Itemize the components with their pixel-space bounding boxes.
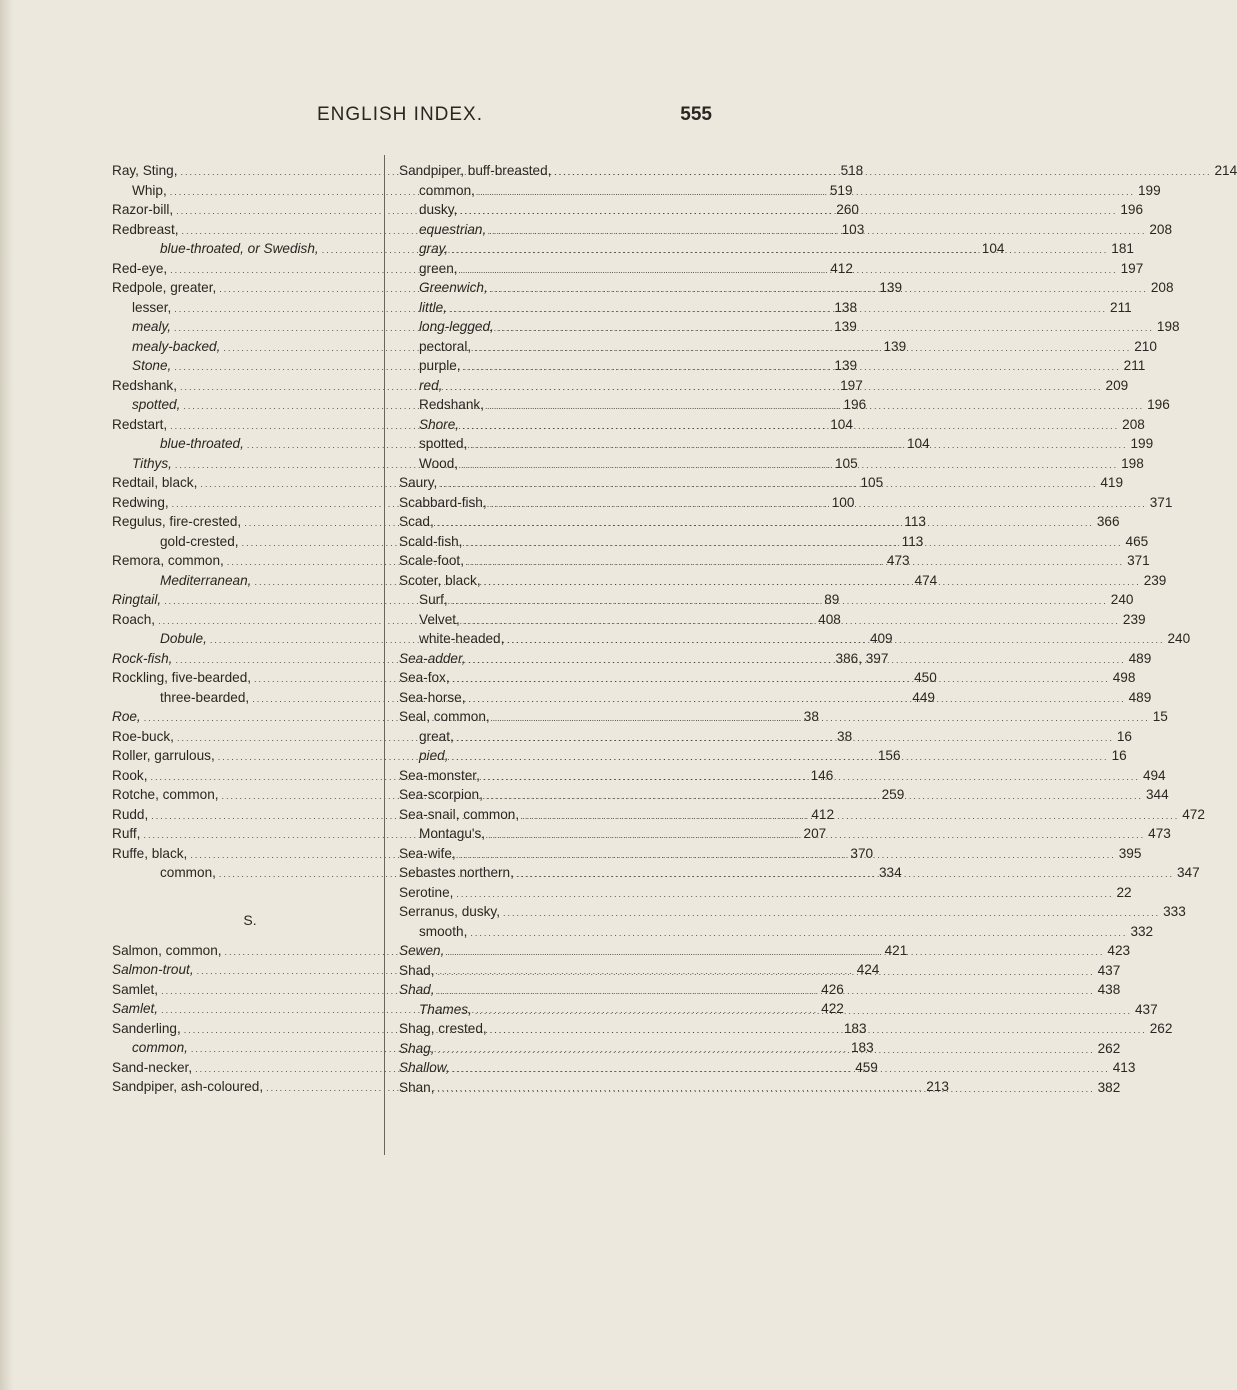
index-page-ref: 413 bbox=[1112, 1060, 1136, 1075]
index-term: Sea-scorpion, bbox=[399, 787, 483, 802]
index-term: Roe, bbox=[112, 709, 141, 724]
index-page-ref: 89 bbox=[824, 592, 840, 607]
dot-leader bbox=[451, 748, 1108, 768]
index-term: Rock-fish, bbox=[112, 650, 173, 666]
index-term: Razor-bill, bbox=[112, 202, 174, 217]
index-term: Sand-necker, bbox=[112, 1059, 193, 1075]
index-page-ref: 519 bbox=[829, 182, 853, 198]
index-term: Shan, bbox=[399, 1079, 435, 1095]
index-page-ref: 472 bbox=[1182, 806, 1205, 822]
index-term: Rook, bbox=[112, 767, 148, 783]
index-page-ref: 139 bbox=[834, 319, 857, 334]
index-term: Redshank, bbox=[419, 397, 484, 412]
index-page-ref: 489 bbox=[1128, 689, 1152, 705]
dot-leader bbox=[488, 826, 1145, 846]
index-term: Shag, crested, bbox=[399, 1021, 487, 1036]
index-page-ref: 146 bbox=[810, 767, 834, 783]
index-term: Redstart, bbox=[112, 416, 168, 432]
index-term: Rockling, five-bearded, bbox=[112, 670, 252, 685]
index-page-ref: 473 bbox=[886, 553, 910, 568]
dot-leader bbox=[438, 1080, 1095, 1100]
index-term: Redwing, bbox=[112, 494, 169, 510]
index-page-ref: 196 bbox=[1147, 397, 1170, 412]
index-term: Redpole, greater, bbox=[112, 280, 217, 295]
index-page-ref: 370 bbox=[850, 845, 874, 861]
index-entry bbox=[399, 883, 1132, 903]
index-page-ref: 332 bbox=[1130, 923, 1154, 939]
index-term: Roach, bbox=[112, 611, 156, 627]
index-page-ref: 104 bbox=[906, 436, 930, 451]
index-page-ref: 334 bbox=[878, 865, 902, 880]
index-page-ref: 211 bbox=[1123, 358, 1146, 373]
index-page-ref: 240 bbox=[1167, 631, 1191, 646]
index-term: Samlet, bbox=[112, 1001, 159, 1016]
index-term: Shag, bbox=[399, 1040, 435, 1056]
index-page-ref: 104 bbox=[981, 241, 1005, 256]
dot-leader bbox=[457, 729, 1114, 749]
index-term: little, bbox=[419, 299, 447, 315]
index-term: Surf, bbox=[419, 592, 448, 607]
index-page-ref: 139 bbox=[834, 358, 858, 373]
dot-leader bbox=[491, 280, 1148, 300]
index-page-ref: 183 bbox=[850, 1040, 874, 1055]
page-number: 555 bbox=[680, 104, 712, 125]
index-term: blue-throated, bbox=[160, 436, 244, 451]
index-term: Roller, garrulous, bbox=[112, 748, 215, 763]
index-page-ref: 409 bbox=[869, 631, 893, 646]
index-page-ref: 438 bbox=[1097, 982, 1121, 997]
index-page-ref: 213 bbox=[926, 1079, 949, 1094]
index-page-ref: 103 bbox=[841, 221, 865, 237]
index-term: spotted, bbox=[419, 436, 468, 451]
index-term: gold-crested, bbox=[160, 533, 239, 549]
dot-leader bbox=[470, 436, 1127, 456]
index-page-ref: 198 bbox=[1156, 319, 1180, 334]
index-page-ref: 421 bbox=[884, 942, 908, 958]
index-term: Sebastes northern, bbox=[399, 865, 514, 880]
dot-leader bbox=[461, 261, 1118, 281]
index-page-ref: 344 bbox=[1145, 787, 1169, 802]
dot-leader bbox=[484, 573, 1141, 593]
dot-leader bbox=[463, 612, 1120, 632]
dot-leader bbox=[486, 787, 1143, 807]
dot-leader bbox=[438, 982, 1095, 1002]
index-term: Sea-wife, bbox=[399, 845, 456, 861]
index-page-ref: 22 bbox=[1116, 884, 1132, 900]
index-term: mealy-backed, bbox=[132, 338, 221, 354]
index-term: Mediterranean, bbox=[160, 572, 252, 588]
index-page-ref: 38 bbox=[837, 728, 853, 744]
index-page-ref: 209 bbox=[1105, 377, 1129, 393]
index-term: pied, bbox=[419, 748, 449, 763]
index-page-ref: 240 bbox=[1110, 592, 1134, 607]
index-term: great, bbox=[419, 728, 454, 744]
index-page-ref: 260 bbox=[836, 202, 859, 217]
index-page-ref: 408 bbox=[818, 611, 841, 627]
index-page-ref: 474 bbox=[914, 572, 938, 588]
index-page-ref: 214 bbox=[1214, 163, 1237, 178]
index-page-ref: 347 bbox=[1176, 865, 1200, 880]
index-term: Seal, common, bbox=[399, 709, 490, 724]
index-term: smooth, bbox=[419, 923, 468, 939]
index-term: Shad, bbox=[399, 962, 435, 978]
index-term: Salmon-trout, bbox=[112, 962, 194, 977]
index-term: spotted, bbox=[132, 397, 181, 412]
index-term: Shallow, bbox=[399, 1060, 450, 1075]
dot-leader bbox=[517, 865, 1174, 885]
dot-leader bbox=[451, 241, 1108, 261]
index-page-ref: 113 bbox=[904, 514, 926, 529]
index-term: Scald-fish, bbox=[399, 533, 463, 549]
dot-leader bbox=[470, 924, 1127, 944]
index-term: Rotche, common, bbox=[112, 787, 219, 802]
index-page-ref: 199 bbox=[1130, 436, 1154, 451]
dot-leader bbox=[522, 807, 1179, 827]
index-page-ref: 395 bbox=[1118, 845, 1142, 861]
index-term: Montagu's, bbox=[419, 826, 486, 841]
index-page-ref: 459 bbox=[855, 1059, 878, 1075]
index-page-ref: 156 bbox=[877, 748, 901, 763]
index-term: Salmon, common, bbox=[112, 942, 222, 958]
dot-leader bbox=[438, 963, 1095, 983]
index-term: Thames, bbox=[419, 1001, 472, 1017]
dot-leader bbox=[490, 495, 1147, 515]
index-term: Serotine, bbox=[399, 884, 454, 900]
dot-leader bbox=[464, 358, 1121, 378]
index-page-ref: 412 bbox=[830, 260, 853, 276]
index-page-ref: 386, 397 bbox=[835, 650, 889, 666]
index-term: Saury, bbox=[399, 475, 438, 490]
dot-leader bbox=[489, 222, 1146, 242]
index-page-ref: 113 bbox=[901, 533, 924, 549]
index-entry bbox=[112, 376, 863, 396]
index-term: gray, bbox=[419, 241, 449, 256]
index-page-ref: 100 bbox=[831, 494, 855, 510]
index-page-ref: 105 bbox=[835, 455, 858, 471]
index-entry bbox=[399, 922, 1154, 942]
index-term: Ruffe, black, bbox=[112, 845, 188, 861]
index-term: Sea-horse, bbox=[399, 689, 466, 705]
page-binding-shadow bbox=[0, 0, 14, 1390]
index-page-ref: 38 bbox=[803, 709, 819, 724]
index-page-ref: 424 bbox=[856, 962, 880, 977]
index-term: Velvet, bbox=[419, 611, 460, 627]
index-term: Redshank, bbox=[112, 377, 177, 393]
dot-leader bbox=[460, 202, 1117, 222]
dot-leader bbox=[456, 885, 1113, 905]
index-page-ref: 15 bbox=[1152, 709, 1168, 724]
dot-leader bbox=[437, 514, 1094, 534]
index-term: Ray, Sting, bbox=[112, 163, 178, 178]
dot-leader bbox=[469, 690, 1126, 710]
index-term: common, bbox=[132, 1040, 188, 1055]
index-page-ref: 366 bbox=[1096, 514, 1120, 529]
index-page-ref: 473 bbox=[1148, 826, 1171, 841]
index-term: Sanderling, bbox=[112, 1020, 181, 1036]
index-term: equestrian, bbox=[419, 221, 487, 237]
dot-leader bbox=[474, 339, 1131, 359]
index-term: Sewen, bbox=[399, 943, 445, 958]
dot-leader bbox=[487, 397, 1144, 417]
index-page-ref: 262 bbox=[1149, 1021, 1173, 1036]
index-term: common, bbox=[160, 865, 216, 880]
index-term: dusky, bbox=[419, 202, 458, 217]
index-term: Red-eye, bbox=[112, 260, 168, 276]
index-page-ref: 494 bbox=[1142, 767, 1166, 783]
dot-leader bbox=[453, 1060, 1110, 1080]
index-page-ref: 412 bbox=[811, 806, 835, 822]
index-term: Roe-buck, bbox=[112, 728, 174, 744]
index-page-ref: 16 bbox=[1111, 748, 1127, 763]
index-term: purple, bbox=[419, 358, 461, 373]
section-letter: S. bbox=[243, 911, 257, 928]
dot-leader bbox=[554, 163, 1211, 183]
dot-leader bbox=[478, 183, 1135, 203]
index-term: Redtail, black, bbox=[112, 475, 198, 490]
index-term: common, bbox=[419, 182, 475, 198]
index-page-ref: 139 bbox=[883, 338, 907, 354]
index-term: white-headed, bbox=[419, 631, 505, 646]
index-page-ref: 450 bbox=[914, 670, 937, 685]
index-term: Sea-adder, bbox=[399, 650, 466, 666]
index-page-ref: 371 bbox=[1127, 553, 1150, 568]
column-divider bbox=[384, 155, 385, 1155]
dot-leader bbox=[451, 592, 1108, 612]
dot-leader bbox=[467, 553, 1124, 573]
index-term: Redbreast, bbox=[112, 221, 179, 237]
dot-leader bbox=[465, 534, 1122, 554]
index-term: Ringtail, bbox=[112, 592, 162, 607]
index-term: Rudd, bbox=[112, 806, 149, 822]
index-page-ref: 210 bbox=[1134, 338, 1157, 354]
dot-leader bbox=[440, 475, 1097, 495]
dot-leader bbox=[461, 456, 1118, 476]
index-term: Shad, bbox=[399, 982, 435, 997]
dot-leader bbox=[450, 300, 1107, 320]
index-term: Serranus, dusky, bbox=[399, 904, 500, 919]
index-page-ref: 419 bbox=[1100, 475, 1124, 490]
index-term: Regulus, fire-crested, bbox=[112, 514, 242, 529]
dot-leader bbox=[438, 1041, 1095, 1061]
page-header bbox=[0, 104, 800, 134]
index-entry bbox=[399, 395, 1170, 415]
index-page-ref: 196 bbox=[843, 397, 867, 412]
dot-leader bbox=[490, 1021, 1147, 1041]
index-page-ref: 259 bbox=[881, 787, 905, 802]
index-term: Shore, bbox=[419, 416, 460, 432]
index-term: Scoter, black, bbox=[399, 572, 481, 588]
index-term: Ruff, bbox=[112, 826, 141, 841]
index-term: blue-throated, or Swedish, bbox=[160, 241, 319, 256]
index-page-ref: 211 bbox=[1110, 299, 1132, 315]
dot-leader bbox=[453, 670, 1110, 690]
index-page-ref: 449 bbox=[912, 689, 935, 705]
index-page-ref: 382 bbox=[1097, 1079, 1121, 1095]
index-term: Scad, bbox=[399, 514, 434, 529]
dot-leader bbox=[483, 768, 1140, 788]
index-page-ref: 437 bbox=[1097, 962, 1121, 978]
page-title: ENGLISH INDEX. bbox=[316, 104, 484, 125]
index-term: Sea-snail, common, bbox=[399, 806, 520, 822]
index-page-ref: 422 bbox=[821, 1001, 844, 1016]
dot-leader bbox=[469, 651, 1126, 671]
index-page-ref: 208 bbox=[1150, 280, 1174, 295]
index-page-ref: 183 bbox=[843, 1020, 867, 1036]
index-term: Samlet, bbox=[112, 981, 159, 997]
index-term: Remora, common, bbox=[112, 553, 224, 568]
index-term: three-bearded, bbox=[160, 689, 250, 705]
index-page-ref: 465 bbox=[1125, 533, 1149, 549]
index-page-ref: 426 bbox=[821, 981, 844, 997]
index-term: Dobule, bbox=[160, 631, 207, 646]
index-page-ref: 239 bbox=[1122, 611, 1146, 627]
index-page-ref: 198 bbox=[1121, 455, 1144, 471]
index-page-ref: 196 bbox=[1120, 202, 1144, 217]
index-term: Tithys, bbox=[132, 455, 172, 471]
index-page-ref: 197 bbox=[840, 377, 863, 393]
index-page-ref: 239 bbox=[1143, 572, 1167, 588]
dot-leader bbox=[447, 943, 1104, 963]
dot-leader bbox=[462, 417, 1119, 437]
index-page-ref: 105 bbox=[860, 475, 884, 490]
index-page-ref: 371 bbox=[1149, 494, 1173, 510]
index-term: pectoral, bbox=[419, 338, 472, 354]
dot-leader bbox=[503, 904, 1160, 924]
index-page-ref: 197 bbox=[1120, 260, 1144, 276]
dot-leader bbox=[459, 846, 1116, 866]
index-page-ref: 104 bbox=[830, 416, 853, 432]
index-entry bbox=[399, 902, 1186, 922]
index-term: lesser, bbox=[132, 299, 172, 315]
index-term: red, bbox=[419, 377, 443, 393]
dot-leader bbox=[493, 709, 1150, 729]
index-page-ref: 437 bbox=[1134, 1001, 1158, 1017]
index-page-ref: 16 bbox=[1116, 728, 1132, 744]
index-term: Sandpiper, buff-breasted, bbox=[399, 163, 552, 178]
index-term: Wood, bbox=[419, 455, 459, 471]
index-page-ref: 489 bbox=[1128, 650, 1152, 666]
index-page-ref: 208 bbox=[1149, 221, 1173, 237]
index-term: Greenwich, bbox=[419, 280, 488, 295]
index-term: Sea-fox, bbox=[399, 670, 450, 685]
index-term: Scale-foot, bbox=[399, 553, 464, 568]
index-page-ref: 498 bbox=[1112, 670, 1136, 685]
index-page-ref: 262 bbox=[1097, 1040, 1121, 1056]
index-term: Scabbard-fish, bbox=[399, 494, 487, 510]
index-term: long-legged, bbox=[419, 319, 494, 334]
index-term: Whip, bbox=[132, 182, 167, 198]
dot-leader bbox=[507, 631, 1164, 651]
index-term: Sandpiper, ash-coloured, bbox=[112, 1079, 264, 1094]
index-page-ref: 423 bbox=[1107, 943, 1131, 958]
index-page-ref: 518 bbox=[840, 163, 864, 178]
index-term: green, bbox=[419, 260, 458, 276]
index-page-ref: 181 bbox=[1111, 241, 1134, 256]
index-page-ref: 208 bbox=[1122, 416, 1145, 432]
dot-leader bbox=[497, 319, 1154, 339]
dot-leader bbox=[445, 378, 1102, 398]
index-page-ref: 138 bbox=[834, 299, 858, 315]
index-page-ref: 139 bbox=[879, 280, 903, 295]
index-page-ref: 199 bbox=[1137, 182, 1161, 198]
dot-leader bbox=[475, 1002, 1132, 1022]
index-term: Stone, bbox=[132, 358, 172, 373]
index-page-ref: 207 bbox=[803, 826, 827, 841]
index-term: mealy, bbox=[132, 319, 172, 334]
index-term: Sea-monster, bbox=[399, 767, 480, 783]
index-page-ref: 333 bbox=[1163, 904, 1186, 919]
